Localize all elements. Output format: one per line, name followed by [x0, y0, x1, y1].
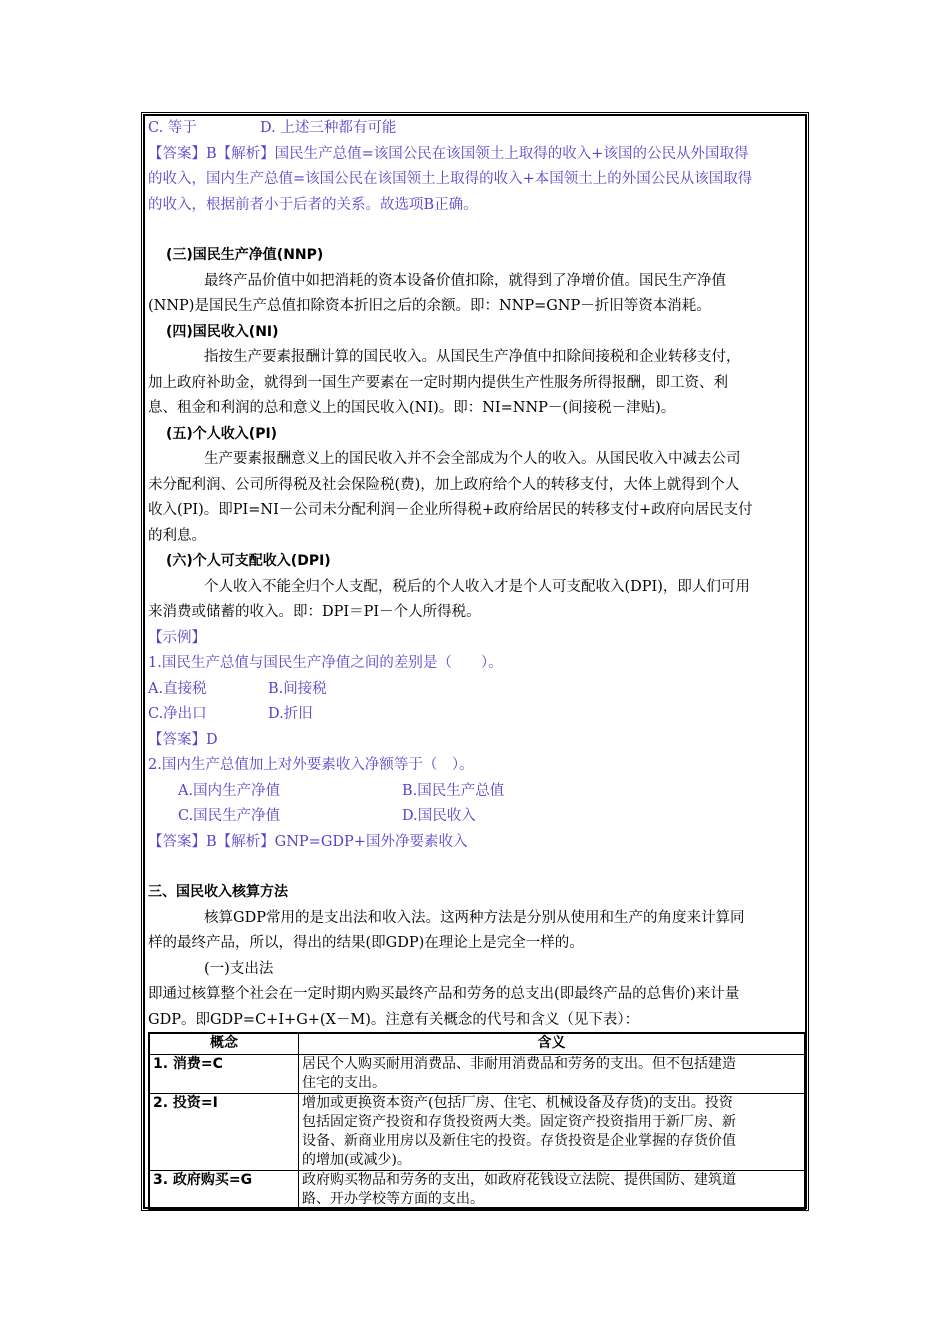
- meaning-line: 的增加(或减少)。: [302, 1152, 411, 1168]
- concept-table: [148, 1032, 806, 1211]
- question-2: 2.国内生产总值加上对外要素收入净额等于（ ）。: [148, 757, 474, 773]
- column-header: 概念: [149, 1033, 299, 1055]
- paragraph-line: 的利息。: [148, 527, 206, 544]
- meaning-cell: [299, 1094, 806, 1171]
- option-c: C.净出口: [148, 706, 207, 722]
- paragraph-line: (NNP)是国民生产总值扣除资本折旧之后的余额。即：NNP=GNP－折旧等资本消耗。: [148, 298, 711, 314]
- concept-cell: 1. 消费=C: [149, 1055, 299, 1094]
- paragraph-line: 样的最终产品，所以，得出的结果(即GDP)在理论上是完全一样的。: [148, 935, 584, 951]
- meaning-line: 政府购买物品和劳务的支出，如政府花钱设立法院、提供国防、建筑道: [302, 1172, 736, 1188]
- section-heading: (三)国民生产净值(NNP): [166, 247, 324, 263]
- meaning-line: 增加或更换资本资产(包括厂房、住宅、机械设备及存货)的支出。投资: [302, 1095, 733, 1111]
- paragraph-line: 生产要素报酬意义上的国民收入并不会全部成为个人的收入。从国民收入中减去公司: [204, 451, 741, 467]
- paragraph-line: 核算GDP常用的是支出法和收入法。这两种方法是分别从使用和生产的角度来计算同: [204, 909, 745, 926]
- question-1-options-cd: [148, 702, 806, 728]
- subsection-heading: (一)支出法: [204, 960, 274, 977]
- paragraph-line: 未分配利润、公司所得税及社会保险税(费)，加上政府给个人的转移支付，大体上就得到个人: [148, 476, 740, 493]
- meaning-line: 设备、新商业用房以及新住宅的投资。存货投资是企业掌握的存货价值: [302, 1133, 736, 1149]
- section-heading: 三、国民收入核算方法: [148, 884, 288, 900]
- paragraph-line: 即通过核算整个社会在一定时期内购买最终产品和劳务的总支出(即最终产品的总售价)来计量: [148, 986, 740, 1002]
- option-a: A.国内生产净值: [178, 782, 281, 799]
- meaning-line: 居民个人购买耐用消费品、非耐用消费品和劳务的支出。但不包括建造: [302, 1056, 736, 1072]
- question-2-options-ab: [148, 779, 806, 805]
- table-header-row: [149, 1033, 805, 1055]
- meaning-line: 路、开办学校等方面的支出。: [302, 1191, 484, 1207]
- paragraph-line: 最终产品价值中如把消耗的资本设备价值扣除，就得到了净增价值。国民生产净值: [204, 272, 726, 289]
- question-2-options-cd: [148, 804, 806, 830]
- options-cd: [148, 116, 806, 142]
- paragraph-line: GDP。即GDP=C+I+G+(X－M)。注意有关概念的代号和含义（见下表）：: [148, 1011, 640, 1028]
- answer-line: 的收入，根据前者小于后者的关系。故选项B正确。: [148, 196, 478, 213]
- table-row: [149, 1055, 805, 1094]
- paragraph-line: 收入(PI)。即PI=NI－公司未分配利润－企业所得税+政府给居民的转移支付+政府向居民支付: [148, 502, 753, 518]
- paragraph-line: 个人收入不能全归个人支配，税后的个人收入才是个人可支配收入(DPI)，即人们可用: [204, 578, 750, 595]
- answer-line: 【答案】B【解析】国民生产总值=该国公民在该国领土上取得的收入+该国的公民从外国取得: [148, 145, 749, 162]
- meaning-cell: [299, 1055, 806, 1094]
- section-heading: (六)个人可支配收入(DPI): [166, 553, 331, 569]
- option-b: B.国民生产总值: [402, 782, 505, 799]
- paragraph-line: 息、租金和利润的总和意义上的国民收入(NI)。即：NI=NNP－(间接税－津贴)。: [148, 400, 676, 416]
- option-d: D.国民收入: [402, 808, 476, 824]
- option-d: D.折旧: [268, 706, 313, 722]
- document-body: [148, 116, 806, 1033]
- table-row: [149, 1171, 805, 1211]
- meaning-line: 住宅的支出。: [302, 1075, 386, 1091]
- paragraph-line: 来消费或储蓄的收入。即：DPI＝PI－个人所得税。: [148, 604, 481, 620]
- option-a: A.直接税: [148, 680, 207, 697]
- question-1-options-ab: [148, 677, 806, 703]
- table-row: [149, 1094, 805, 1171]
- answer-2: 【答案】B【解析】GNP=GDP+国外净要素收入: [148, 833, 468, 850]
- concept-cell: 3. 政府购买=G: [149, 1171, 299, 1211]
- concept-cell: 2. 投资=I: [149, 1094, 299, 1171]
- option-c: C.国民生产净值: [178, 808, 281, 824]
- section-heading: (四)国民收入(NI): [166, 323, 279, 340]
- meaning-cell: [299, 1171, 806, 1211]
- example-label: 【示例】: [148, 629, 206, 646]
- option-b: B.间接税: [268, 680, 327, 697]
- answer-line: 的收入，国内生产总值=该国公民在该国领土上取得的收入+本国领土上的外国公民从该国取得: [148, 171, 753, 187]
- answer-1: 【答案】D: [148, 731, 218, 748]
- paragraph-line: 指按生产要素报酬计算的国民收入。从国民生产净值中扣除间接税和企业转移支付，: [204, 349, 741, 365]
- meaning-line: 包括固定资产投资和存货投资两大类。固定资产投资指用于新厂房、新: [302, 1114, 736, 1130]
- section-heading: (五)个人收入(PI): [166, 425, 278, 442]
- option-d: D. 上述三种都有可能: [260, 120, 397, 136]
- paragraph-line: 加上政府补助金，就得到一国生产要素在一定时期内提供生产性服务所得报酬，即工资、利: [148, 374, 728, 391]
- question-1: 1.国民生产总值与国民生产净值之间的差别是（ ）。: [148, 655, 503, 671]
- column-header: 含义: [299, 1033, 806, 1055]
- option-c: C. 等于: [148, 120, 197, 136]
